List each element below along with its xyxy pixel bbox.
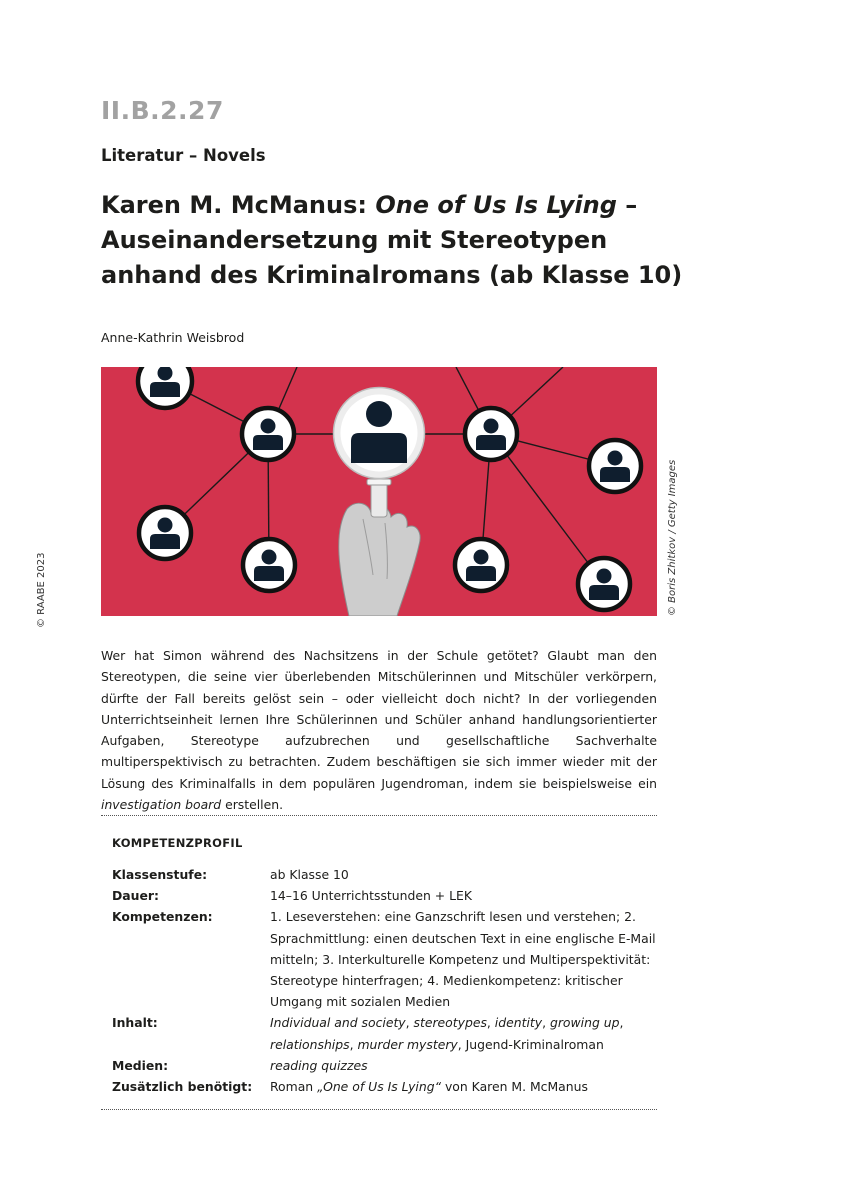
profile-row-klassenstufe (112, 864, 657, 885)
profile-value: 14–16 Unterrichtsstunden + LEK (270, 888, 472, 904)
inhalt-item: relationships (270, 1036, 350, 1052)
person-node (139, 507, 191, 559)
magnifier-lens (334, 388, 425, 479)
profile-row-medien (112, 1055, 657, 1076)
intro-paragraph (101, 645, 657, 815)
profile-label: Inhalt: (112, 1015, 158, 1031)
section-code: II.B.2.27 (101, 96, 224, 125)
inhalt-sep: , (542, 1015, 550, 1031)
page-title (101, 188, 701, 293)
profile-label: Kompetenzen: (112, 909, 213, 925)
intro-italic-term: investigation board (101, 797, 222, 813)
inhalt-tail: , Jugend-Kriminalroman (457, 1036, 604, 1052)
inhalt-sep: , (486, 1015, 495, 1031)
profile-value: 1. Leseverstehen: eine Ganzschrift lesen und verstehen; 2. Sprachmittlung: einen deutschen Text in eine englische E-Mail mitteln; 3. Interkulturelle Kompetenz und Multiperspektivität: Stereotype hinterfragen; 4. Medienkompetenz: kritischer Umgang mit sozialen Medien (270, 909, 656, 1010)
person-node (455, 539, 507, 591)
photo-credit: © Boris Zhitkov / Getty Images (667, 459, 678, 616)
profile-row-kompetenzen (112, 906, 657, 1012)
person-node (243, 539, 295, 591)
inhalt-item: Individual and society (270, 1015, 406, 1031)
inhalt-sep: , (405, 1015, 414, 1031)
zusaetzlich-prefix: Roman (270, 1079, 318, 1095)
person-node (578, 558, 630, 610)
profile-value: reading quizzes (270, 1057, 368, 1073)
person-node (138, 367, 192, 408)
profile-label: Klassenstufe: (112, 867, 208, 882)
separator-bottom (101, 1109, 657, 1110)
inhalt-item: growing up (549, 1015, 620, 1031)
profile-value: ab Klasse 10 (270, 867, 349, 882)
zusaetzlich-title: „One of Us Is Lying“ (317, 1079, 442, 1095)
title-part2: – Auseinandersetzung mit Stereotypen anhand des Kriminalromans (ab Klasse 10) (101, 191, 683, 289)
intro-text: Wer hat Simon während des Nachsitzens in der Schule getötet? Glaubt man den Stereotypen, die seine vier überlebenden Mitschülerinnen und Mitschüler verkörpern, dürfte der Fall bereits gelöst sein – oder vielleicht doch nicht? In der vorliegenden Unterrichtseinheit lernen Ihre Schülerinnen und Schüler anhand handlungsorientierter Aufgaben, Stereotype aufzubrechen und gesellschaftliche Sachverhalte multiperspektivisch zu betrachten. Zudem beschäftigen sie sich immer wieder mit der Lösung des Kriminalfalls in dem populären Jugendroman, indem sie beispielsweise ein (101, 648, 657, 791)
hero-illustration (101, 367, 657, 616)
series-label: Literatur – Novels (101, 146, 266, 165)
profile-row-inhalt (112, 1012, 657, 1054)
person-node (465, 408, 517, 460)
profile-value (270, 1076, 657, 1097)
person-node (589, 440, 641, 492)
zusaetzlich-suffix: von Karen M. McManus (441, 1079, 588, 1095)
profile-row-zusaetzlich (112, 1076, 657, 1097)
inhalt-sep: , (349, 1036, 358, 1052)
profile-label: Dauer: (112, 888, 159, 904)
profile-heading: KOMPETENZPROFIL (112, 836, 243, 850)
profile-row-dauer (112, 885, 657, 906)
title-italic: One of Us Is Lying (375, 191, 617, 219)
copyright-notice: © RAABE 2023 (36, 552, 47, 628)
profile-label: Zusätzlich benötigt: (112, 1079, 253, 1095)
inhalt-item: identity (494, 1015, 543, 1031)
inhalt-item: murder mystery (357, 1036, 458, 1052)
intro-text-end: erstellen. (221, 797, 284, 813)
competence-profile-table (112, 864, 657, 1097)
person-node (242, 408, 294, 460)
inhalt-sep: , (619, 1015, 624, 1031)
inhalt-item: stereotypes (413, 1015, 487, 1031)
title-part1: Karen M. McManus: (101, 191, 376, 219)
profile-label: Medien: (112, 1057, 169, 1073)
profile-value (270, 1012, 657, 1054)
separator-top (101, 815, 657, 816)
author: Anne-Kathrin Weisbrod (101, 330, 245, 345)
